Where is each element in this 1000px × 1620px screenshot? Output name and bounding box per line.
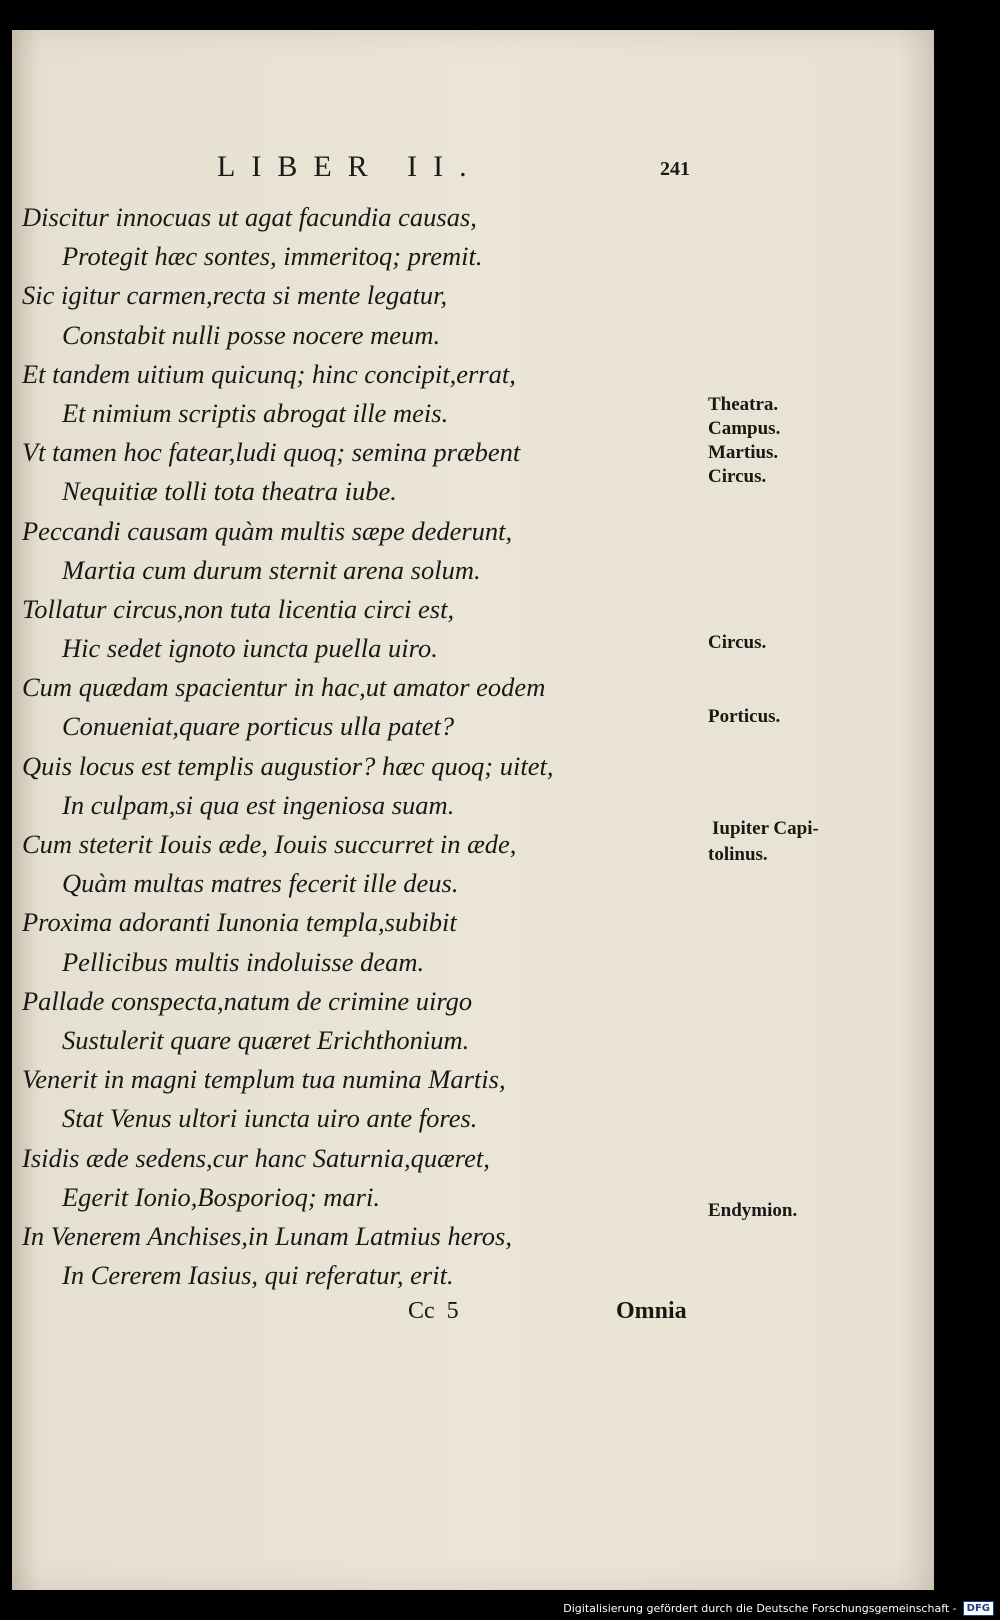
verse-line: In Venerem Anchises,in Lunam Latmius heros, [22,1220,512,1251]
verse-line: Proxima adoranti Iunonia templa,subibit [22,907,457,938]
verse-line: Cum quædam spacientur in hac,ut amator eodem [22,672,546,703]
margin-note-iupiter: Iupiter Capi- [712,818,819,839]
digitization-credit [563,1598,994,1618]
margin-note-theatra: Theatra. [708,394,779,415]
margin-note-circus-2: Circus. [708,632,767,653]
book-page [12,30,934,1590]
margin-note-circus: Circus. [708,466,767,487]
verse-line: Quàm multas matres fecerit ille deus. [62,868,459,899]
verse-line: Stat Venus ultori iuncta uiro ante fores. [62,1103,478,1134]
verse-line: Pellicibus multis indoluisse deam. [62,946,425,977]
verse-block [22,198,662,1295]
verse-line: Quis locus est templis augustior? hæc quoq; uitet, [22,750,554,781]
verse-line: Isidis æde sedens,cur hanc Saturnia,quæret, [22,1142,490,1173]
running-head: LIBER II. [217,150,483,183]
verse-line: Constabit nulli posse nocere meum. [62,319,441,350]
verse-line: Sustulerit quare quæret Erichthonium. [62,1024,470,1055]
dfg-logo: DFG [963,1601,994,1616]
margin-note-endymion: Endymion. [708,1200,798,1221]
verse-line: Discitur innocuas ut agat facundia causas, [22,202,477,232]
verse-line: Egerit Ionio,Bosporioq; mari. [62,1181,380,1212]
verse-line: Hic sedet ignoto iuncta puella uiro. [62,633,438,664]
page-header [12,130,934,190]
verse-line: In Cererem Iasius, qui referatur, erit. [62,1260,454,1291]
verse-line: Et tandem uitium quicunq; hinc concipit,errat, [22,358,516,389]
verse-line: Nequitiæ tolli tota theatra iube. [62,476,397,507]
credit-text: Digitalisierung gefördert durch die Deutsche Forschungsgemeinschaft - [563,1601,957,1615]
folio-number: 241 [660,158,690,180]
verse-line: Et nimium scriptis abrogat ille meis. [62,397,449,428]
verse-line: Protegit hæc sontes, immeritoq; premit. [62,241,483,272]
verse-line: Vt tamen hoc fatear,ludi quoq; semina præbent [22,437,521,468]
verse-line: Venerit in magni templum tua numina Martis, [22,1064,506,1095]
verse-line: Cum steterit Iouis æde, Iouis succurret in æde, [22,829,517,859]
verse-line: Peccandi causam quàm multis sæpe dederunt, [22,515,513,546]
margin-note-porticus: Porticus. [708,706,781,727]
margin-note-campus: Campus. [708,418,781,439]
signature-mark: Cc 5 [408,1298,459,1324]
verse-line: Conueniat,quare porticus ulla patet? [62,711,455,742]
verse-line: Sic igitur carmen,recta si mente legatur, [22,280,448,311]
verse-line: Pallade conspecta,natum de crimine uirgo [22,985,473,1016]
verse-line: Martia cum durum sternit arena solum. [62,554,481,585]
verse-line: Tollatur circus,non tuta licentia circi est, [22,593,455,624]
margin-note-martius: Martius. [708,442,779,463]
margin-note-capitolinus: tolinus. [708,844,768,865]
verse-line: In culpam,si qua est ingeniosa suam. [62,789,455,820]
catchword: Omnia [616,1298,687,1324]
